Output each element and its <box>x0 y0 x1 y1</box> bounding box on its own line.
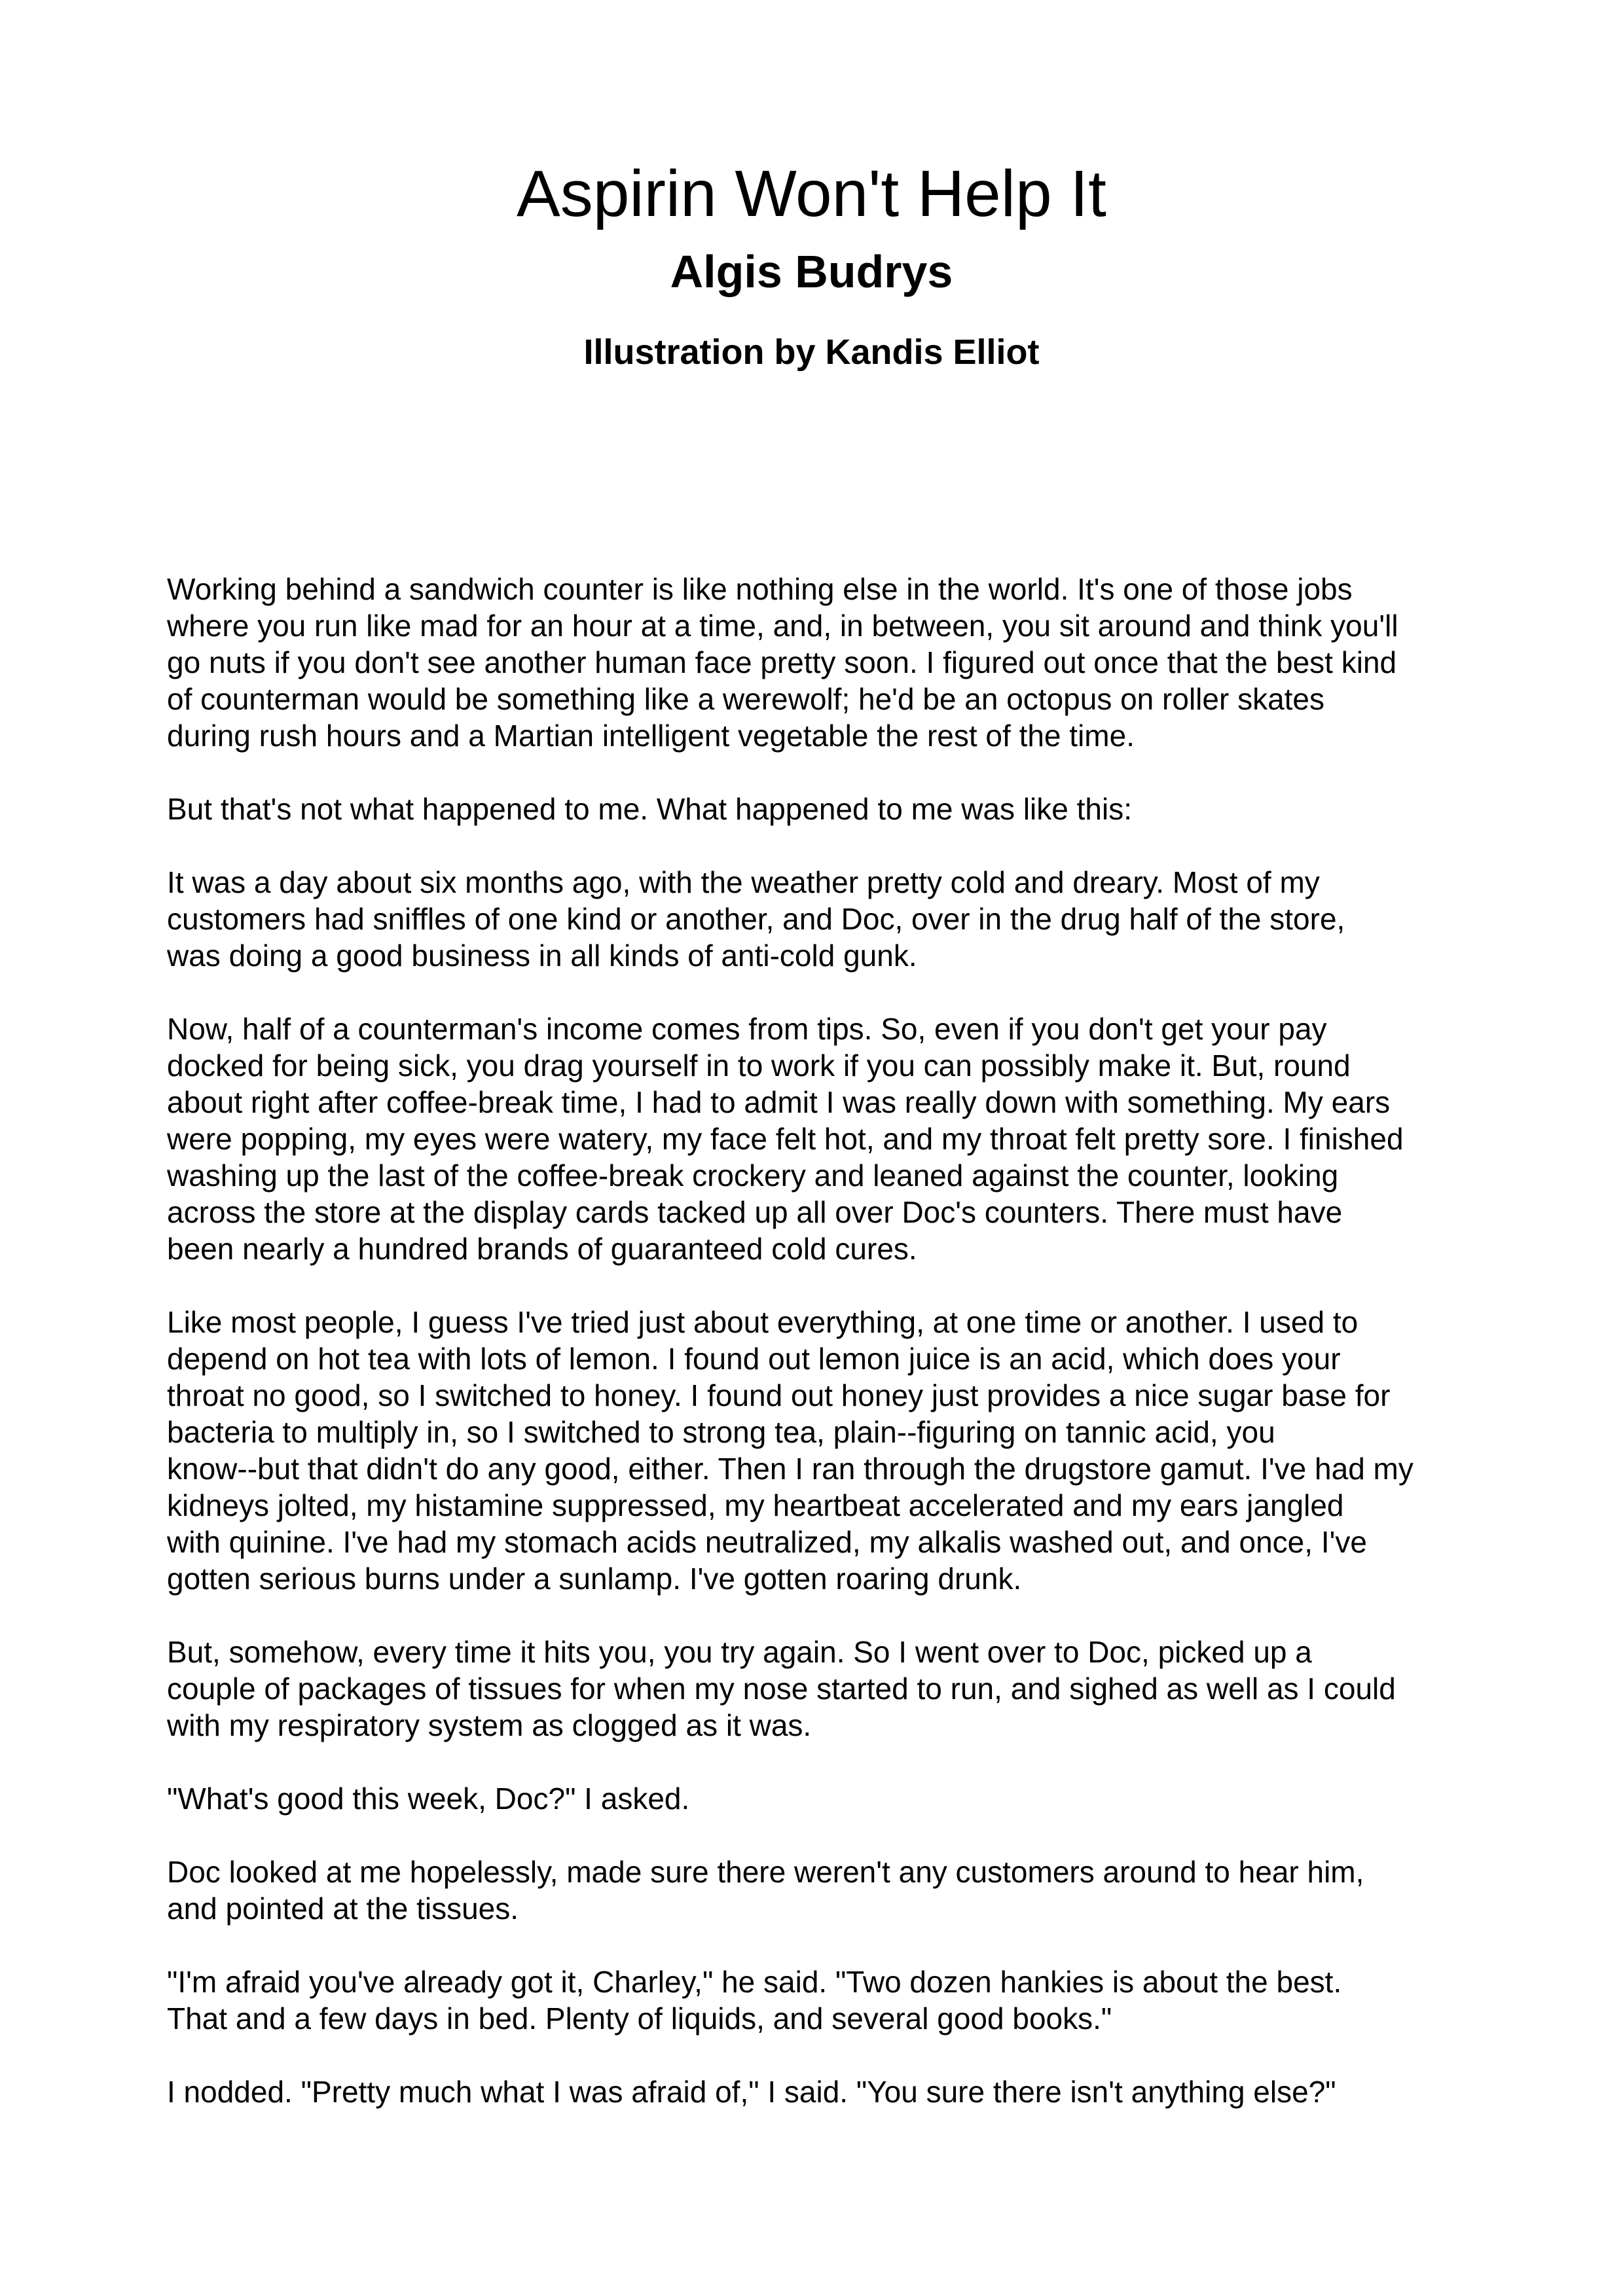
paragraph: But that's not what happened to me. What happened to me was like this: <box>167 792 1132 826</box>
paragraph: Doc looked at me hopelessly, made sure there weren't any customers around to hear him, and pointed at the tissues. <box>167 1855 1364 1926</box>
paragraph: Now, half of a counterman's income comes from tips. So, even if you don't get your pay docked for being sick, you drag yourself in to work if you can possibly make it. But, round about right after coffee-break time, I had to admit I was really down with something. My ears were popping, my eyes were watery, my face felt hot, and my throat felt pretty sore. I finished washing up the last of the coffee-break crockery and leaned against the counter, looking across the store at the display cards tacked up all over Doc's counters. There must have been nearly a hundred brands of guaranteed cold cures. <box>167 1012 1404 1266</box>
story-body <box>167 571 1476 2147</box>
story-title: Aspirin Won't Help It <box>517 157 1106 230</box>
illustrator-credit: Illustration by Kandis Elliot <box>583 332 1040 372</box>
paragraph: "I'm afraid you've already got it, Charley," he said. "Two dozen hankies is about the best. That and a few days in bed. Plenty of liquids, and several good books." <box>167 1965 1342 2036</box>
paragraph: "What's good this week, Doc?" I asked. <box>167 1782 690 1816</box>
paragraph: Like most people, I guess I've tried just about everything, at one time or another. I used to depend on hot tea with lots of lemon. I found out lemon juice is an acid, which does your throat no good, so I switched to honey. I found out honey just provides a nice sugar base for bacteria to multiply in, so I switched to strong tea, plain--figuring on tannic acid, you know--but that didn't do any good, either. Then I ran through the drugstore gamut. I've had my kidneys jolted, my histamine suppressed, my heartbeat accelerated and my ears jangled with quinine. I've had my stomach acids neutralized, my alkalis washed out, and once, I've gotten serious burns under a sunlamp. I've gotten roaring drunk. <box>167 1305 1413 1596</box>
author-name: Algis Budrys <box>670 246 953 297</box>
paragraph: It was a day about six months ago, with the weather pretty cold and dreary. Most of my customers had sniffles of one kind or another, and Doc, over in the drug half of the store, was doing a good business in all kinds of anti-cold gunk. <box>167 865 1345 973</box>
paragraph: I nodded. "Pretty much what I was afraid of," I said. "You sure there isn't anything else?" <box>167 2075 1336 2109</box>
paragraph: But, somehow, every time it hits you, you try again. So I went over to Doc, picked up a couple of packages of tissues for when my nose started to run, and sighed as well as I could with my respiratory system as clogged as it was. <box>167 1635 1396 1742</box>
paragraph: Working behind a sandwich counter is like nothing else in the world. It's one of those jobs where you run like mad for an hour at a time, and, in between, you sit around and think you'll go nuts if you don't see another human face pretty soon. I figured out once that the best kind of counterman would be something like a werewolf; he'd be an octopus on roller skates during rush hours and a Martian intelligent vegetable the rest of the time. <box>167 572 1398 753</box>
